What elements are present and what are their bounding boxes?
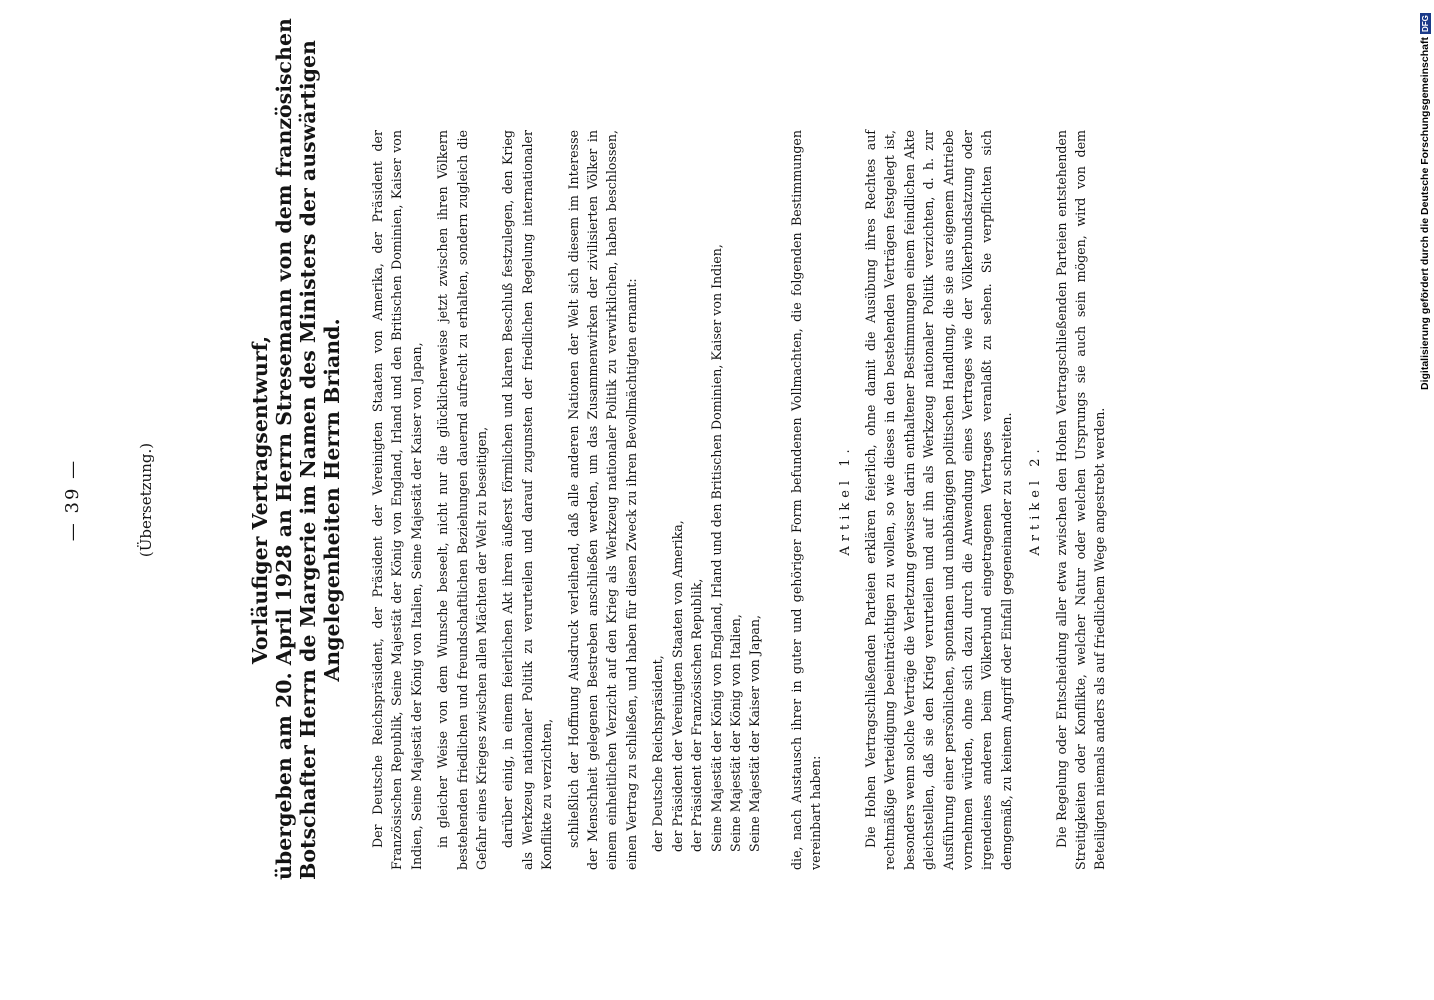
page-number: — 39 — <box>62 458 83 542</box>
document-title <box>248 18 344 880</box>
plenipotentiary-list <box>648 130 764 870</box>
article-2-heading: Artikel 2. <box>1028 444 1044 556</box>
digitization-text: Digitalisierung gefördert durch die Deutsche Forschungsgemeinschaft <box>1419 37 1431 390</box>
dfg-logo: DFG <box>1420 15 1430 33</box>
digitization-note <box>1419 8 1431 390</box>
list-item: Seine Majestät der König von Italien, <box>727 614 743 852</box>
article-2-text: Die Regelung oder Entscheidung aller etwa zwischen den Hohen Vertragschließenden Parteien entstehenden Streitigkeiten oder Konflikte, welcher Natur oder welchen Ursprungs sie auch sein mögen, wird von dem Beteiligten niemals anders als auf friedlichem Wege angestrebt werden. <box>1053 130 1108 870</box>
list-item: Seine Majestät der Kaiser von Japan, <box>747 614 763 852</box>
title-line: Botschafter Herrn de Margerie im Namen des Ministers der auswärtigen <box>296 40 320 880</box>
article-1-heading: Artikel 1. <box>837 444 853 556</box>
title-line: Angelegenheiten Herrn Briand. <box>320 318 344 682</box>
preamble-paragraph: in gleicher Weise von dem Wunsche beseelt, nicht nur die glücklicherweise jetzt zwischen ihren Völkern bestehenden friedlichen und freundschaftlichen Beziehungen dauernd aufrecht zu erhalten, sondern zugleich die Gefahr eines Krieges zwischen allen Mächten der Welt zu beseitigen, <box>435 130 490 870</box>
list-item: Seine Majestät der König von England, Irland und den Britischen Dominien, Kaiser von Indien, <box>708 244 724 852</box>
preamble-paragraph: die, nach Austausch ihrer in guter und gehöriger Form befundenen Vollmachten, die folgenden Bestimmungen vereinbart haben: <box>788 130 824 870</box>
document-body <box>368 130 1117 870</box>
preamble-paragraph: schließlich der Hoffnung Ausdruck verleihend, daß alle anderen Nationen der Welt sich diesem im Interesse der Menschheit gelegenen Bestreben anschließen werden, um das Zusammenwirken der zivilisierten Völker in einem einheitlichen Verzicht auf den Krieg als Werkzeug nationaler Politik zu verwirklichen, haben beschlossen, einen Vertrag zu schließen, und haben für diesen Zweck zu ihren Bevollmächtigten ernannt: <box>565 130 639 870</box>
article-1-text: Die Hohen Vertragschließenden Parteien erklären feierlich, ohne damit die Ausübung ihres Rechtes auf rechtmäßige Verteidigung beeinträchtigen zu wollen, so wie dieses in den bestehenden Verträgen festgelegt ist, besonders wenn solche Verträge die Verletzung gewisser darin enthaltener Bestimmungen einem feindlichen Akte gleichstellen, daß sie den Krieg verurteilen und auf ihn als Werkzeug nationaler Politik verzichten, d. h. zur Ausführung einer persönlichen, spontanen und unabhängigen politischen Handlung, die sie aus eigenem Antriebe vornehmen würden, ohne sich dazu durch die Anwendung eines Vertrages wie der Völkerbundsatzung oder irgendeines anderen beim Völkerbund eingetragenen Vertrages veranlaßt zu sehen. Sie verpflichten sich demgemäß, zu keinem Angriff oder Einfall gegeneinander zu schreiten. <box>862 130 1014 870</box>
list-item: der Präsident der Vereinigten Staaten von Amerika, <box>669 520 685 852</box>
preamble-paragraph: Der Deutsche Reichspräsident, der Präsident der Vereinigten Staaten von Amerika, der Präsident der Französischen Republik, Seine Majestät der König von England, Irland und den Britischen Dominien, Kaiser von Indien, Seine Majestät der König von Italien, Seine Majestät der Kaiser von Japan, <box>370 130 424 870</box>
preamble-paragraph: darüber einig, in einem feierlichen Akt ihren äußerst förmlichen und klaren Beschluß festzulegen, den Krieg als Werkzeug nationaler Politik zu verurteilen und darauf zugunsten der friedlichen Regelung internationaler Konflikte zu verzichten, <box>500 130 555 870</box>
list-item: der Präsident der Französischen Republik, <box>689 578 705 852</box>
list-item: der Deutsche Reichspräsident, <box>650 655 666 852</box>
title-line: übergeben am 20. April 1928 an Herrn Stresemann von dem französischen <box>272 18 296 880</box>
translation-note: (Übersetzung.) <box>137 442 155 558</box>
title-line: Vorläufiger Vertragsentwurf, <box>248 335 272 665</box>
